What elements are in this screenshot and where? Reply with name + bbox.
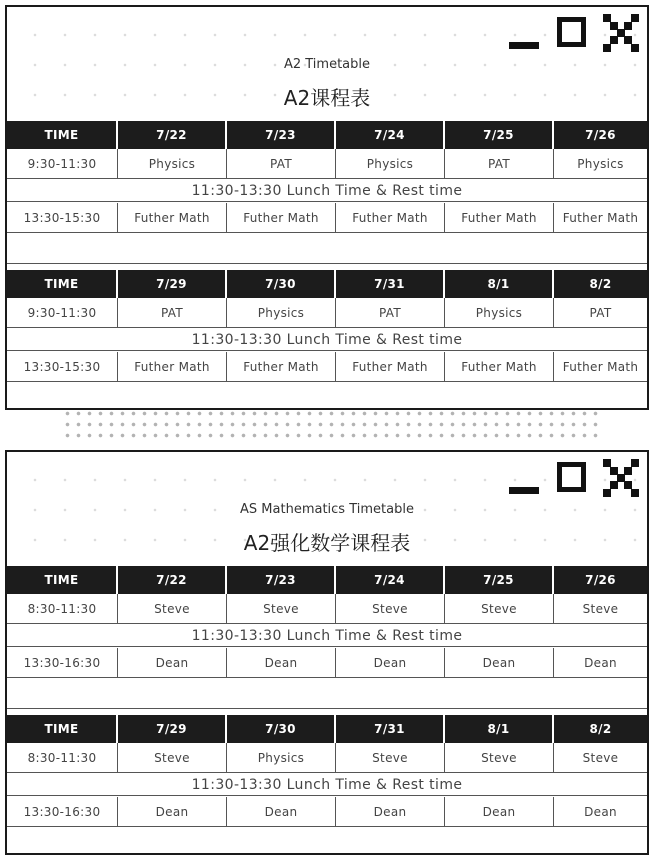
table-cell: PAT	[227, 149, 336, 178]
header-cell: 7/26	[585, 573, 616, 587]
as-mathematics-timetable-window	[5, 450, 649, 855]
table-row	[7, 594, 647, 624]
table-cell: Dean	[118, 797, 227, 826]
header-cell: 7/23	[227, 121, 336, 149]
header-cell: 7/31	[336, 270, 445, 298]
spacer-row	[7, 828, 647, 853]
time-cell: 9:30-11:30	[7, 149, 118, 178]
table-cell: Futher Math	[336, 352, 445, 381]
table-cell: PAT	[445, 149, 554, 178]
minimize-icon[interactable]	[509, 42, 539, 49]
header-cell: 7/24	[336, 566, 445, 594]
table-cell: Steve	[227, 594, 336, 623]
table-row	[7, 797, 647, 827]
time-cell: 13:30-15:30	[7, 203, 118, 232]
table-cell: Futher Math	[227, 352, 336, 381]
table-cell: Dean	[445, 797, 554, 826]
header-cell: TIME	[7, 566, 118, 594]
spacer-row	[7, 679, 647, 709]
table-header-row	[7, 715, 647, 743]
table-cell: Futher Math	[562, 210, 639, 225]
header-cell: 8/2	[589, 722, 612, 736]
time-cell: 13:30-16:30	[7, 797, 118, 826]
table-row	[7, 149, 647, 179]
table-cell: Dean	[584, 804, 617, 819]
table-cell: PAT	[589, 305, 612, 320]
table-cell: Dean	[118, 648, 227, 677]
window-subtitle: AS Mathematics Timetable	[240, 502, 414, 517]
table-row	[7, 648, 647, 678]
table-cell: Physics	[118, 149, 227, 178]
time-cell: 13:30-15:30	[7, 352, 118, 381]
header-cell: 7/31	[336, 715, 445, 743]
maximize-icon[interactable]	[557, 17, 586, 47]
table-cell: Steve	[118, 594, 227, 623]
header-cell: 7/24	[336, 121, 445, 149]
table-cell: Physics	[336, 149, 445, 178]
window-subtitle: A2 Timetable	[283, 57, 371, 72]
window-controls	[509, 12, 639, 52]
close-icon[interactable]	[603, 14, 639, 52]
header-cell: 7/25	[445, 121, 554, 149]
table-row	[7, 743, 647, 773]
time-cell: 8:30-11:30	[7, 743, 118, 772]
table-cell: Dean	[336, 797, 445, 826]
lunch-row: 11:30-13:30 Lunch Time & Rest time	[7, 180, 647, 202]
header-cell: TIME	[7, 270, 118, 298]
header-cell: 7/29	[118, 270, 227, 298]
header-cell: TIME	[7, 121, 118, 149]
table-cell: Steve	[336, 743, 445, 772]
table-cell: Steve	[445, 743, 554, 772]
table-cell: Steve	[582, 601, 619, 616]
table-cell: Physics	[445, 298, 554, 327]
table-row	[7, 203, 647, 233]
table-cell: Dean	[336, 648, 445, 677]
header-cell: 7/23	[227, 566, 336, 594]
table-cell: Dean	[584, 655, 617, 670]
window-controls	[509, 457, 639, 497]
table-cell: Futher Math	[445, 203, 554, 232]
minimize-icon[interactable]	[509, 487, 539, 494]
maximize-icon[interactable]	[557, 462, 586, 492]
table-header-row	[7, 270, 647, 298]
window-title: A2课程表	[283, 86, 371, 110]
header-cell: 7/30	[227, 715, 336, 743]
header-cell: 7/30	[227, 270, 336, 298]
table-cell: PAT	[336, 298, 445, 327]
header-cell: TIME	[7, 715, 118, 743]
table-cell: Steve	[445, 594, 554, 623]
header-cell: 7/29	[118, 715, 227, 743]
table-cell: Steve	[118, 743, 227, 772]
spacer-row	[7, 234, 647, 264]
table-cell: Physics	[577, 156, 624, 171]
close-icon[interactable]	[603, 459, 639, 497]
header-cell: 8/2	[589, 277, 612, 291]
table-cell: Dean	[445, 648, 554, 677]
table-row	[7, 352, 647, 382]
table-cell: Dean	[227, 648, 336, 677]
table-cell: Steve	[336, 594, 445, 623]
time-cell: 8:30-11:30	[7, 594, 118, 623]
table-row	[7, 298, 647, 328]
table-header-row	[7, 566, 647, 594]
header-cell: 7/25	[445, 566, 554, 594]
table-cell: Steve	[582, 750, 619, 765]
header-cell: 7/26	[585, 128, 616, 142]
table-cell: Futher Math	[445, 352, 554, 381]
table-cell: Futher Math	[227, 203, 336, 232]
header-cell: 8/1	[445, 270, 554, 298]
a2-timetable-window	[5, 5, 649, 410]
lunch-row: 11:30-13:30 Lunch Time & Rest time	[7, 774, 647, 796]
header-cell: 7/22	[118, 121, 227, 149]
table-cell: Futher Math	[118, 203, 227, 232]
table-cell: Physics	[227, 743, 336, 772]
lunch-row: 11:30-13:30 Lunch Time & Rest time	[7, 625, 647, 647]
time-cell: 9:30-11:30	[7, 298, 118, 327]
window-title: A2强化数学课程表	[243, 531, 411, 555]
decorative-dot-pattern	[62, 408, 602, 444]
table-cell: Futher Math	[562, 359, 639, 374]
spacer-row	[7, 383, 647, 408]
table-header-row	[7, 121, 647, 149]
table-cell: Dean	[227, 797, 336, 826]
table-cell: Physics	[227, 298, 336, 327]
lunch-row: 11:30-13:30 Lunch Time & Rest time	[7, 329, 647, 351]
table-cell: PAT	[118, 298, 227, 327]
header-cell: 8/1	[445, 715, 554, 743]
table-cell: Futher Math	[118, 352, 227, 381]
table-cell: Futher Math	[336, 203, 445, 232]
time-cell: 13:30-16:30	[7, 648, 118, 677]
header-cell: 7/22	[118, 566, 227, 594]
